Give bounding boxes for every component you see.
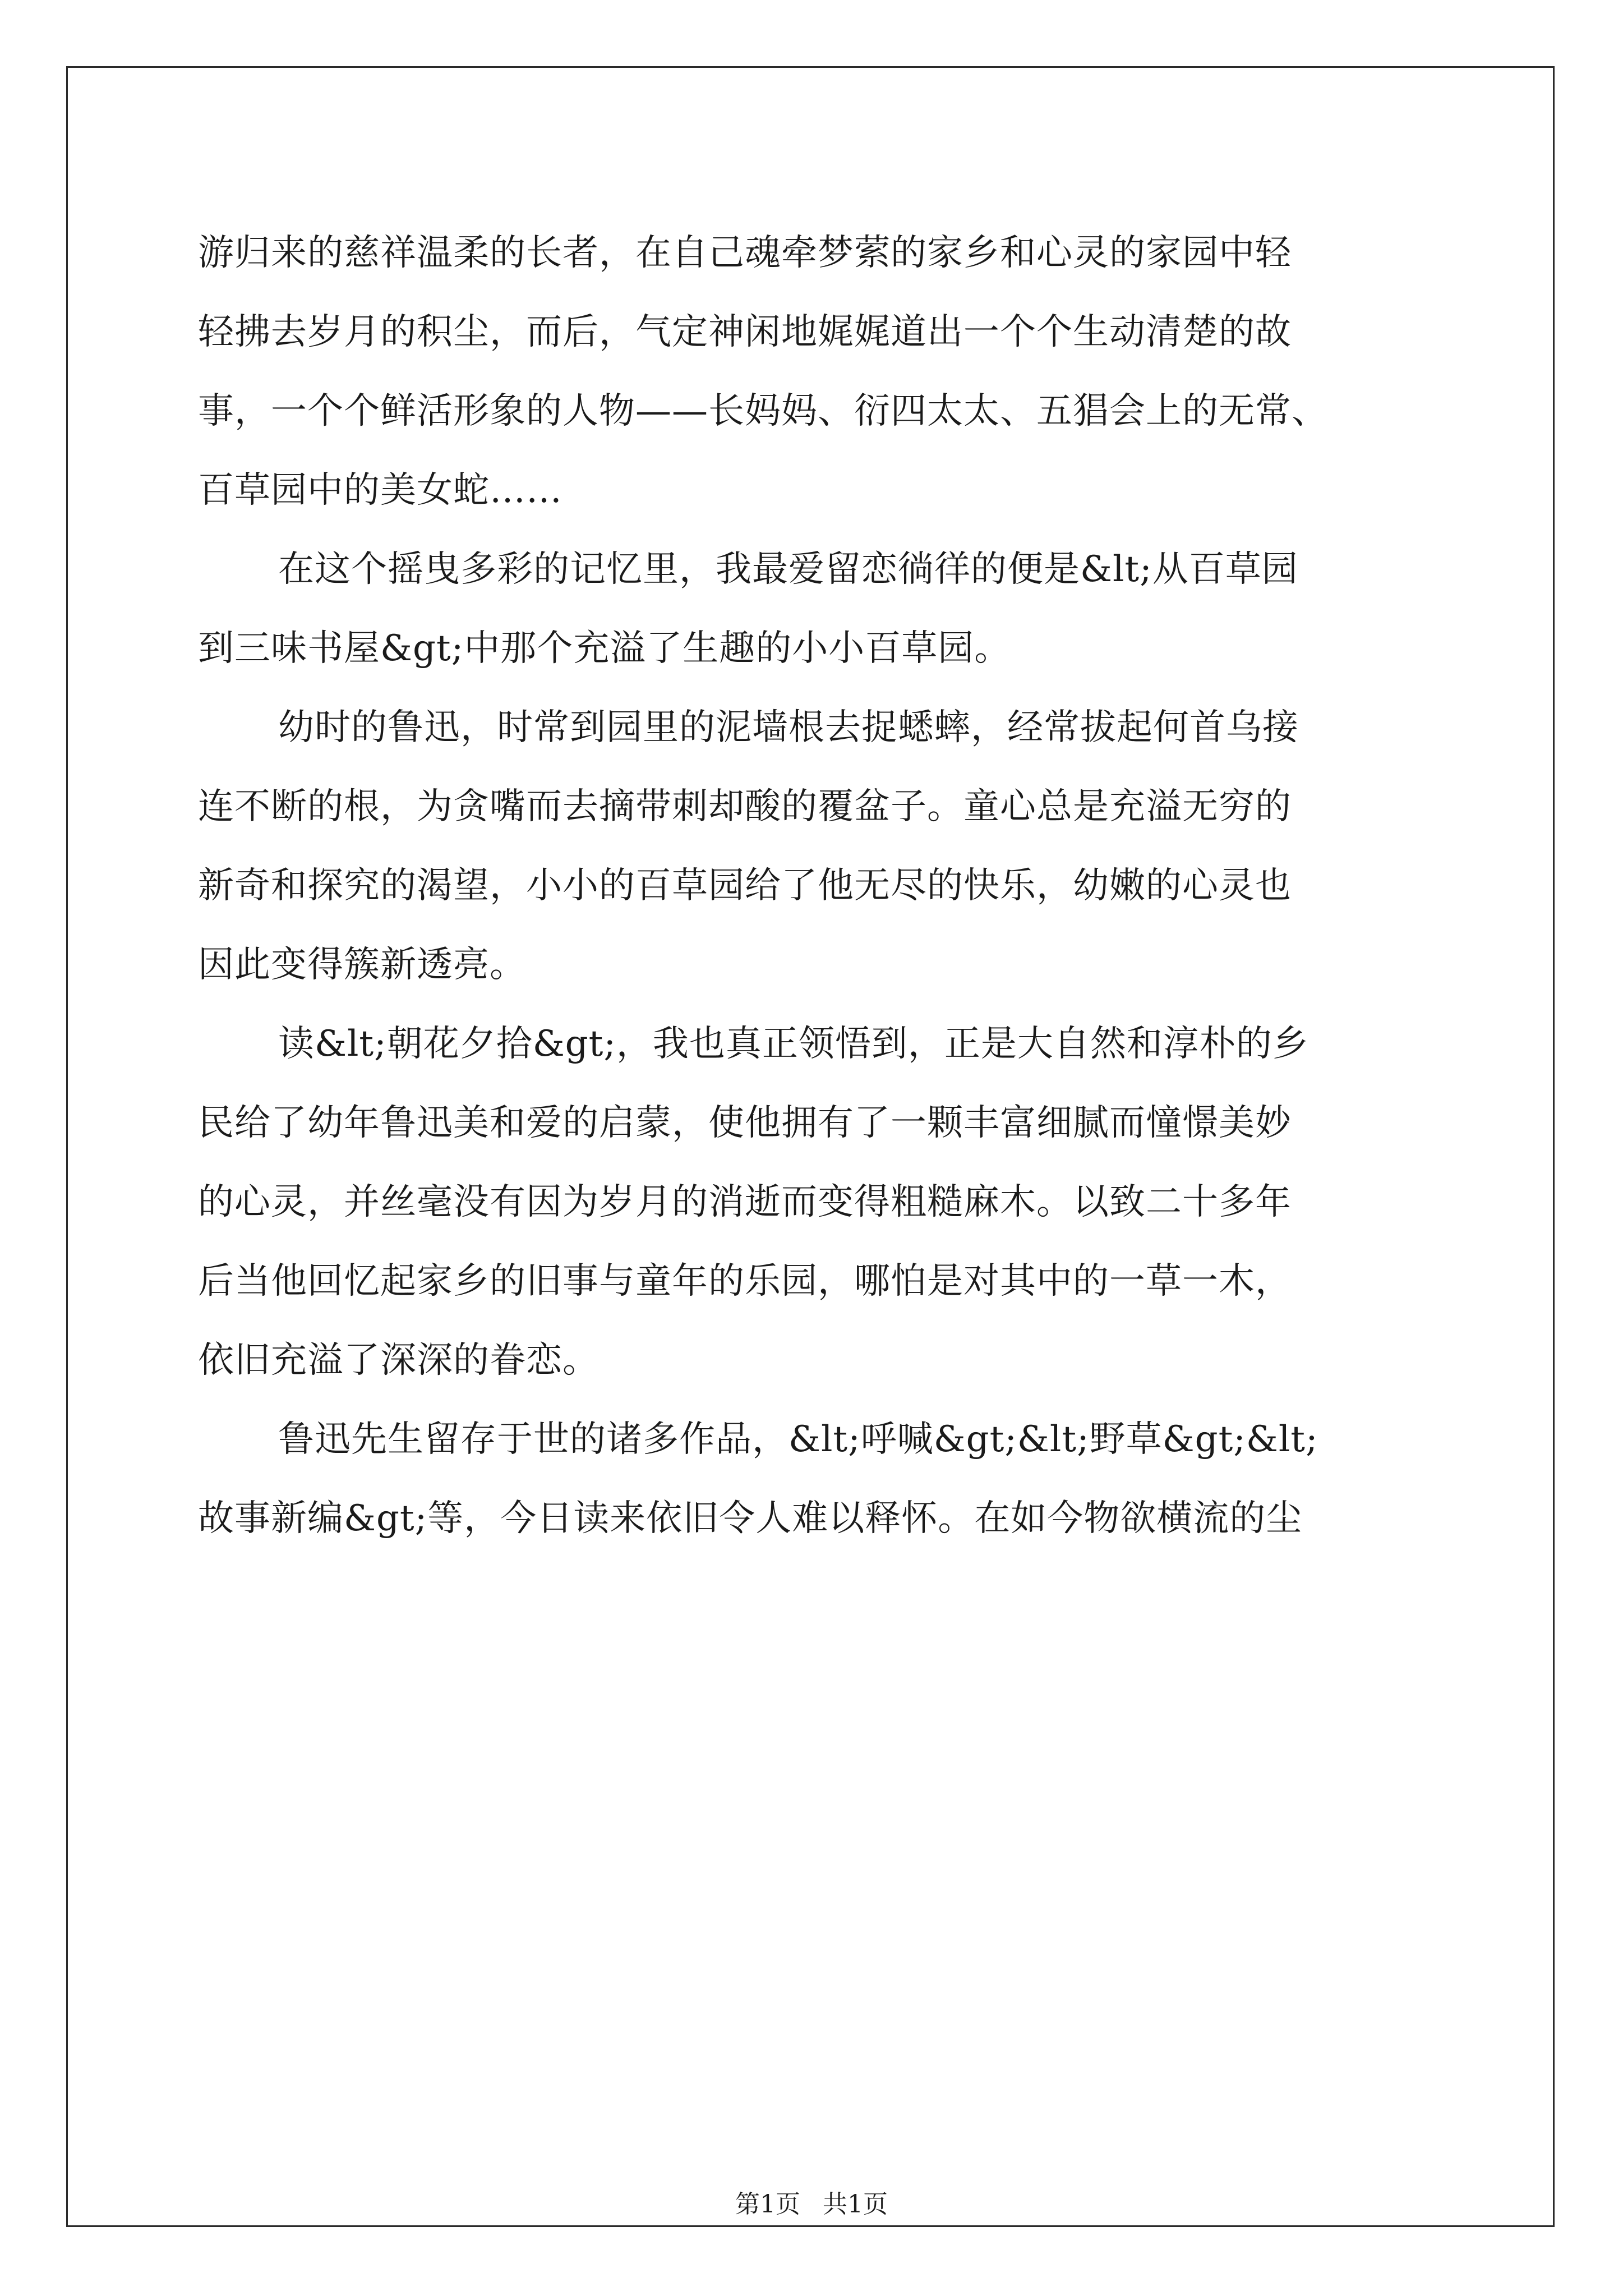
paragraph-start-line: 幼时的鲁迅，时常到园里的泥墙根去捉蟋蟀，经常拔起何首乌接: [278, 707, 1299, 748]
text-line: 后当他回忆起家乡的旧事与童年的乐园，哪怕是对其中的一草一木，: [198, 1260, 1292, 1302]
paragraph-start-line: 读&lt;朝花夕拾&gt;，我也真正领悟到，正是大自然和淳朴的乡: [278, 1023, 1309, 1065]
text-line: 轻拂去岁月的积尘，而后，气定神闲地娓娓道出一个个生动清楚的故: [198, 311, 1292, 353]
text-line: 的心灵，并丝毫没有因为岁月的消逝而变得粗糙麻木。以致二十多年: [198, 1181, 1292, 1223]
body-text: [198, 214, 1482, 1558]
text-line: 到三味书屋&gt;中那个充溢了生趣的小小百草园。: [198, 628, 1011, 669]
paragraph-start-line: 鲁迅先生留存于世的诸多作品，&lt;呼喊&gt;&lt;野草&gt;&lt;: [278, 1419, 1318, 1460]
paragraph-start-line: 在这个摇曳多彩的记忆里，我最爱留恋徜徉的便是&lt;从百草园: [278, 549, 1298, 590]
page-number: 第1页: [735, 2190, 800, 2219]
text-line: 民给了幼年鲁迅美和爱的启蒙，使他拥有了一颗丰富细腻而憧憬美妙: [198, 1102, 1292, 1144]
page-total: 共1页: [823, 2190, 888, 2219]
text-line: 故事新编&gt;等，今日读来依旧令人难以释怀。在如今物欲横流的尘: [198, 1498, 1303, 1539]
text-line: 事，一个个鲜活形象的人物——长妈妈、衍四太太、五猖会上的无常、: [198, 390, 1328, 432]
text-line: 因此变得簇新透亮。: [198, 944, 526, 986]
text-line: 连不断的根，为贪嘴而去摘带刺却酸的覆盆子。童心总是充溢无穷的: [198, 786, 1292, 827]
text-line: 百草园中的美女蛇……: [198, 470, 562, 511]
text-line: 依旧充溢了深深的眷恋。: [198, 1340, 599, 1381]
text-line: 新奇和探究的渴望，小小的百草园给了他无尽的快乐，幼嫩的心灵也: [198, 865, 1292, 907]
text-line: 游归来的慈祥温柔的长者，在自己魂牵梦萦的家乡和心灵的家园中轻: [198, 232, 1292, 274]
page-footer: [0, 2184, 1623, 2220]
